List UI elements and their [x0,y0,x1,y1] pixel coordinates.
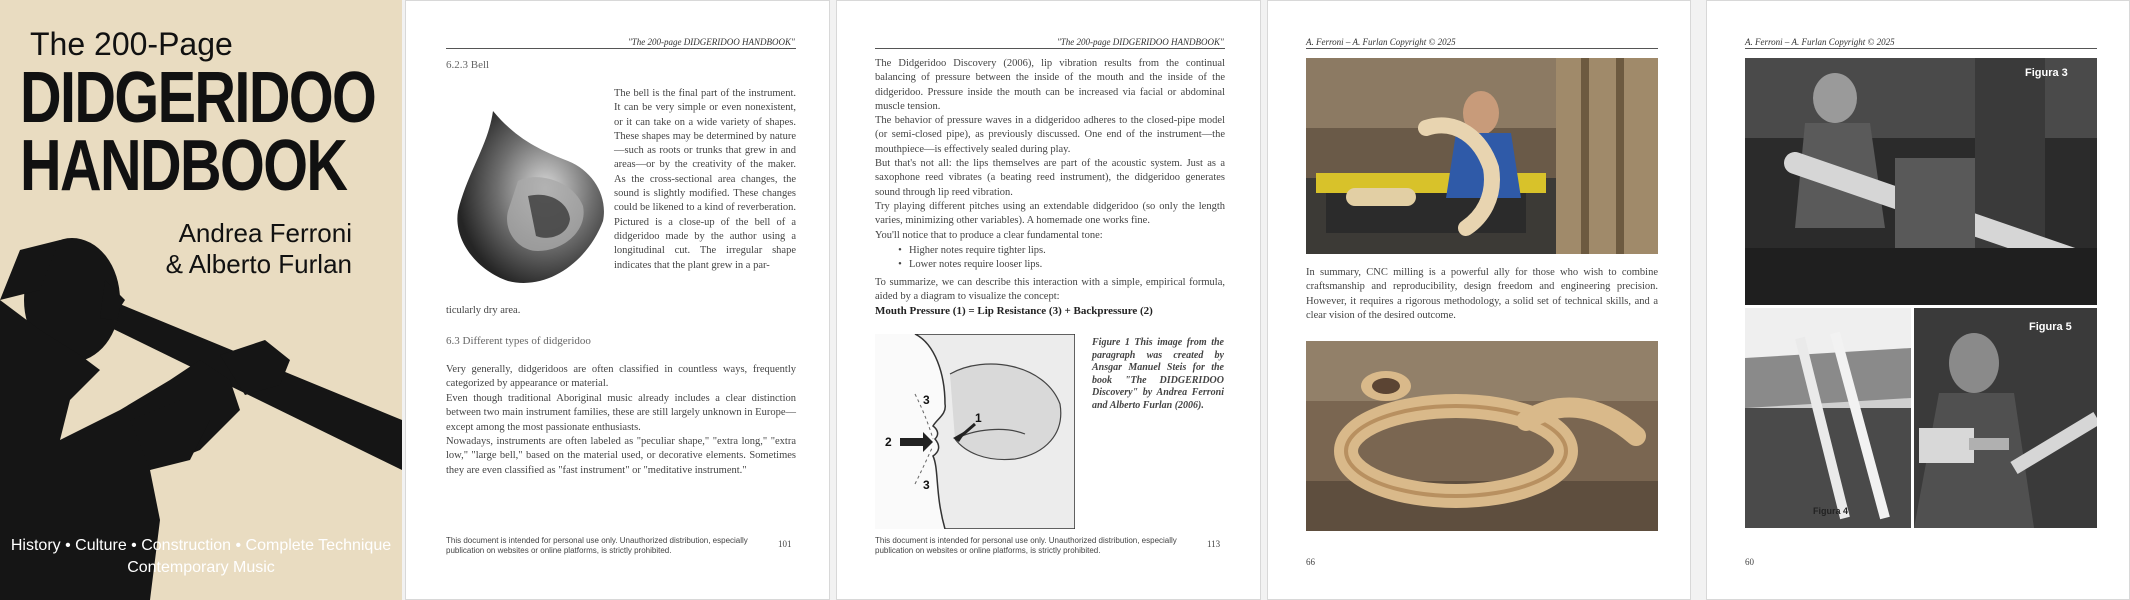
page-number: 66 [1306,557,1315,567]
figure-5-label: Figura 5 [2029,321,2072,333]
paragraph-5: You'll notice that to produce a clear fundamental tone: [875,230,1103,241]
cnc-summary-paragraph: In summary, CNC milling is a powerful ally for those who wish to combine craftsmanship and reproducibility, design freedom and engineering precision. However, it requires a rigorous methodology, a solid set of technical skills, and a clear vision of the desired outcome. [1306,267,1658,321]
section2-paragraph-1: Very generally, didgeridoos are often classified in countless ways, frequently categorized by appearance or material. [446,364,796,390]
list-item: • Higher notes require tighter lips. [891,244,1221,258]
cover-top-line: The 200-Page [30,26,233,62]
running-head: A. Ferroni – A. Furlan Copyright © 2025 [1306,37,1456,47]
diagram-label-3-bottom: 3 [923,478,930,492]
header-rule [446,48,796,49]
cnc-workshop-photo [1306,58,1658,254]
diagram-label-2: 2 [885,435,892,449]
diagram-label-3-top: 3 [923,393,930,407]
page-number: 60 [1745,557,1754,567]
paragraph-6: To summarize, we can describe this interaction with a simple, empirical formula, aided by a diagram to visualize the concept: [875,277,1225,303]
bell-photo [448,101,608,291]
paragraph-3: But that's not all: the lips themselves are part of the acoustic system. Just as a saxophone reed vibrates (a beating reed instrument), the didgeridoo generates sound through lip reed vibration. [875,158,1225,198]
header-rule [1306,48,1658,49]
cover-author1: Andrea Ferroni [178,218,352,248]
diagram-label-1: 1 [975,411,982,425]
running-head: A. Ferroni – A. Furlan Copyright © 2025 [1745,37,1895,47]
player-silhouette-icon [0,0,402,600]
page-60 [1706,0,2130,600]
page-113 [836,0,1261,600]
bell-paragraph-tail: ticularly dry area. [446,305,521,316]
spiral-didgeridoo-photo [1306,341,1658,531]
footnote: This document is intended for personal use only. Unauthorized distribution, especially publication on websites or online platforms, is strictly prohibited. [875,536,1177,555]
page-101 [405,0,830,600]
figure-4-label: Figura 4 [1813,506,1849,516]
figure-5-photo [1914,308,2097,528]
running-head: "The 200-page DIDGERIDOO HANDBOOK" [1057,37,1224,47]
figure-4-photo [1745,308,1911,528]
bell-paragraph: The bell is the final part of the instrument. It can be very simple or even nonexistent, or it can take on a wide variety of shapes. These shapes may be determined by nature—such as roots or trunks that grew in and areas—or by the creativity of the maker. As the cross-sectional area changes, the sound is slightly modified. These changes could be likened to a kind of reverberation. Pictured is a close-up of the bell of a didgeridoo made by the author using a longitudinal cut. The irregular shape indicates that the plant grew in a par- [614,88,796,271]
cover-title-line1: DIDGERIDOO [20,58,376,138]
cover-footer-line2: Contemporary Music [127,558,275,576]
cover-footer [0,535,402,578]
bullet-list [891,244,1221,273]
paragraph-4: Try playing different pitches using an extendable didgeridoo (so only the length varies, minimizing other variables). A homemade one works fine. [875,201,1225,227]
running-head: "The 200-page DIDGERIDOO HANDBOOK" [628,37,795,47]
section-heading: 6.2.3 Bell [446,59,490,71]
page-number: 101 [778,539,792,549]
page-number: 113 [1207,539,1221,549]
lip-diagram [875,334,1075,529]
page-66 [1267,0,1691,600]
list-item: • Lower notes require looser lips. [891,258,1221,272]
cover-author2: & Alberto Furlan [165,249,352,280]
cover-footer-line1: History • Culture • Construction • Complete Technique [10,537,392,554]
pressure-formula: Mouth Pressure (1) = Lip Resistance (3) + Backpressure (2) [875,305,1153,317]
section2-heading: 6.3 Different types of didgeridoo [446,335,591,347]
section2-paragraph-3: Nowadays, instruments are often labeled as "peculiar shape," "extra long," "extra low," "large bell," based on the material used, or decorative elements. Sometimes they are even classified as "fast instrument" or "meditative instrument." [446,436,796,476]
paragraph-1: The Didgeridoo Discovery (2006), lip vibration results from the continual balancing of pressure between the inside of the mouth and the inside of the didgeridoo. Pressure inside the mouth can be increased via facial or abdominal muscle tension. [875,58,1225,112]
cover-title-line2: HANDBOOK [20,126,347,207]
figure-caption: Figure 1 This image from the paragraph was created by Ansgar Manuel Steis for the book "The DIDGERIDOO Discovery" by Andrea Ferroni and Alberto Furlan (2006). [1092,337,1224,411]
section2-paragraph-2: Even though traditional Aboriginal music already includes a clear distinction between two main instrument families, these are still largely unknown in Europe—except among the most passionate enthusiasts. [446,393,796,433]
header-rule [875,48,1225,49]
figure-3-label: Figura 3 [2025,67,2068,79]
footnote: This document is intended for personal use only. Unauthorized distribution, especially publication on websites or online platforms, is strictly prohibited. [446,536,748,555]
figure-3-photo [1745,58,2097,305]
paragraph-2: The behavior of pressure waves in a didgeridoo adheres to the closed-pipe model (or semi-closed pipe), as previously discussed. One end of the instrument—the mouthpiece—is effectively sealed during play. [875,115,1225,155]
book-cover [0,0,402,600]
header-rule [1745,48,2097,49]
